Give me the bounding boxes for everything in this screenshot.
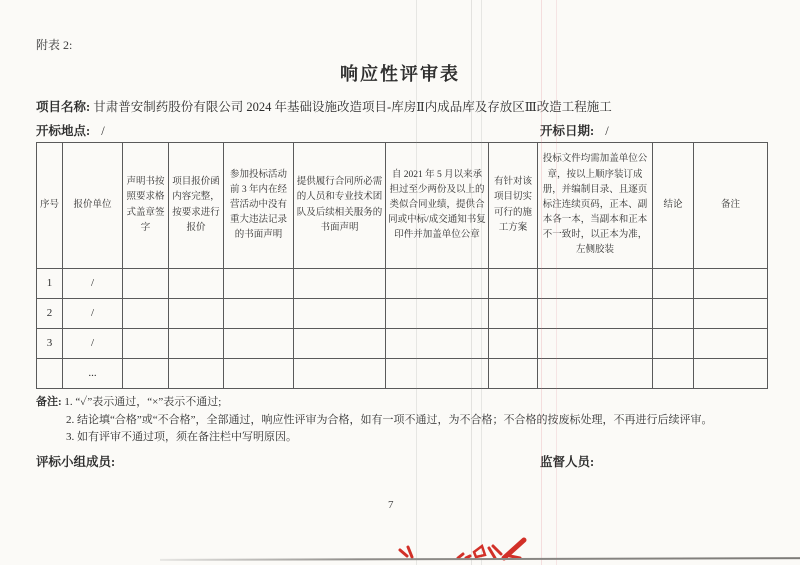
notes-block	[36, 394, 796, 447]
cell	[294, 299, 386, 329]
bid-location-label: 开标地点:	[36, 124, 91, 138]
cell	[224, 359, 294, 389]
column-header-construction-plan: 有针对该项目切实可行的施工方案	[489, 143, 538, 269]
cell	[294, 329, 386, 359]
cell	[123, 269, 169, 299]
cell-bidder: ...	[63, 359, 123, 389]
cell	[169, 299, 224, 329]
cell-bidder: /	[63, 299, 123, 329]
table-row	[37, 329, 768, 359]
cell-seq	[37, 359, 63, 389]
cell	[386, 329, 489, 359]
cell	[538, 299, 653, 329]
note-line-2	[36, 412, 796, 430]
cell	[538, 329, 653, 359]
bid-date-line	[540, 121, 609, 139]
cell	[653, 329, 694, 359]
supervisor-label: 监督人员:	[540, 455, 595, 469]
cell	[386, 299, 489, 329]
cell	[653, 359, 694, 389]
cell	[538, 359, 653, 389]
column-header-seq: 序号	[37, 143, 63, 269]
cell	[653, 269, 694, 299]
cell	[169, 329, 224, 359]
project-name-value: 甘肃普安制药股份有限公司 2024 年基础设施改造项目-库房Ⅱ内成品库及存放区Ⅲ改造工程施工	[93, 100, 612, 114]
table-row	[37, 299, 768, 329]
attachment-label: 附表 2:	[36, 38, 73, 52]
note-item-3: 3. 如有评审不通过项，须在备注栏中写明原因。	[66, 431, 297, 444]
column-header-declaration: 声明书按照要求格式盖章签字	[123, 143, 169, 269]
cell	[694, 329, 768, 359]
cell	[694, 269, 768, 299]
bid-date-label: 开标日期:	[540, 124, 595, 138]
column-header-remarks: 备注	[694, 143, 768, 269]
cell-seq: 2	[37, 299, 63, 329]
project-name-line	[36, 97, 612, 115]
responsiveness-review-table	[36, 142, 768, 389]
note-item-2: 2. 结论填“合格”或“不合格”，全部通过，响应性评审为合格，如有一项不通过，为不合格；不合格的按废标处理，不再进行后续评审。	[66, 413, 713, 426]
note-line-1	[36, 394, 796, 412]
column-header-bidder: 报价单位	[63, 143, 123, 269]
cell-seq: 1	[37, 269, 63, 299]
cell	[489, 299, 538, 329]
cell	[169, 269, 224, 299]
note-item-1: 1. “✓”表示通过，“×”表示不通过;	[64, 396, 222, 408]
column-header-conclusion: 结论	[653, 143, 694, 269]
table-row	[37, 359, 768, 389]
page-number: 7	[388, 499, 394, 511]
cell	[123, 329, 169, 359]
cell-bidder: /	[63, 329, 123, 359]
note-line-3	[36, 429, 796, 447]
column-header-no-violation: 参加投标活动前 3 年内在经营活动中没有重大违法记录的书面声明	[224, 143, 294, 269]
cell	[123, 359, 169, 389]
table-header-row	[37, 143, 768, 269]
column-header-quotation-letter: 项目报价函内容完整，按要求进行报价	[169, 143, 224, 269]
cell	[386, 359, 489, 389]
cell	[694, 359, 768, 389]
table-row	[37, 269, 768, 299]
cell	[224, 329, 294, 359]
column-header-binding: 投标文件均需加盖单位公章，按以上顺序装订成册，并编制目录、且逐页标注连续页码，正本、副本各一本，当副本和正本不一致时，以正本为准，左侧胶装	[538, 143, 653, 269]
cell	[489, 269, 538, 299]
cell	[294, 359, 386, 389]
column-header-contract-record: 自 2021 年 5 月以来承担过至少两份及以上的类似合同业绩，提供合同或中标/成交通知书复印件并加盖单位公章	[386, 143, 489, 269]
evaluation-team-label: 评标小组成员:	[36, 455, 116, 469]
page-title: 响应性评审表	[340, 64, 460, 84]
notes-label: 备注:	[36, 396, 62, 408]
cell	[694, 299, 768, 329]
cell	[538, 269, 653, 299]
cell	[294, 269, 386, 299]
cell-seq: 3	[37, 329, 63, 359]
cell	[224, 299, 294, 329]
cell	[489, 329, 538, 359]
project-name-label: 项目名称:	[36, 100, 91, 114]
cell-bidder: /	[63, 269, 123, 299]
bid-location-value: /	[101, 124, 105, 138]
cell	[169, 359, 224, 389]
cell	[224, 269, 294, 299]
bid-date-value: /	[605, 124, 609, 138]
bid-location-line	[36, 121, 105, 139]
cell	[123, 299, 169, 329]
column-header-personnel: 提供履行合同所必需的人员和专业技术团队及后续相关服务的书面声明	[294, 143, 386, 269]
cell	[489, 359, 538, 389]
cell	[653, 299, 694, 329]
cell	[386, 269, 489, 299]
